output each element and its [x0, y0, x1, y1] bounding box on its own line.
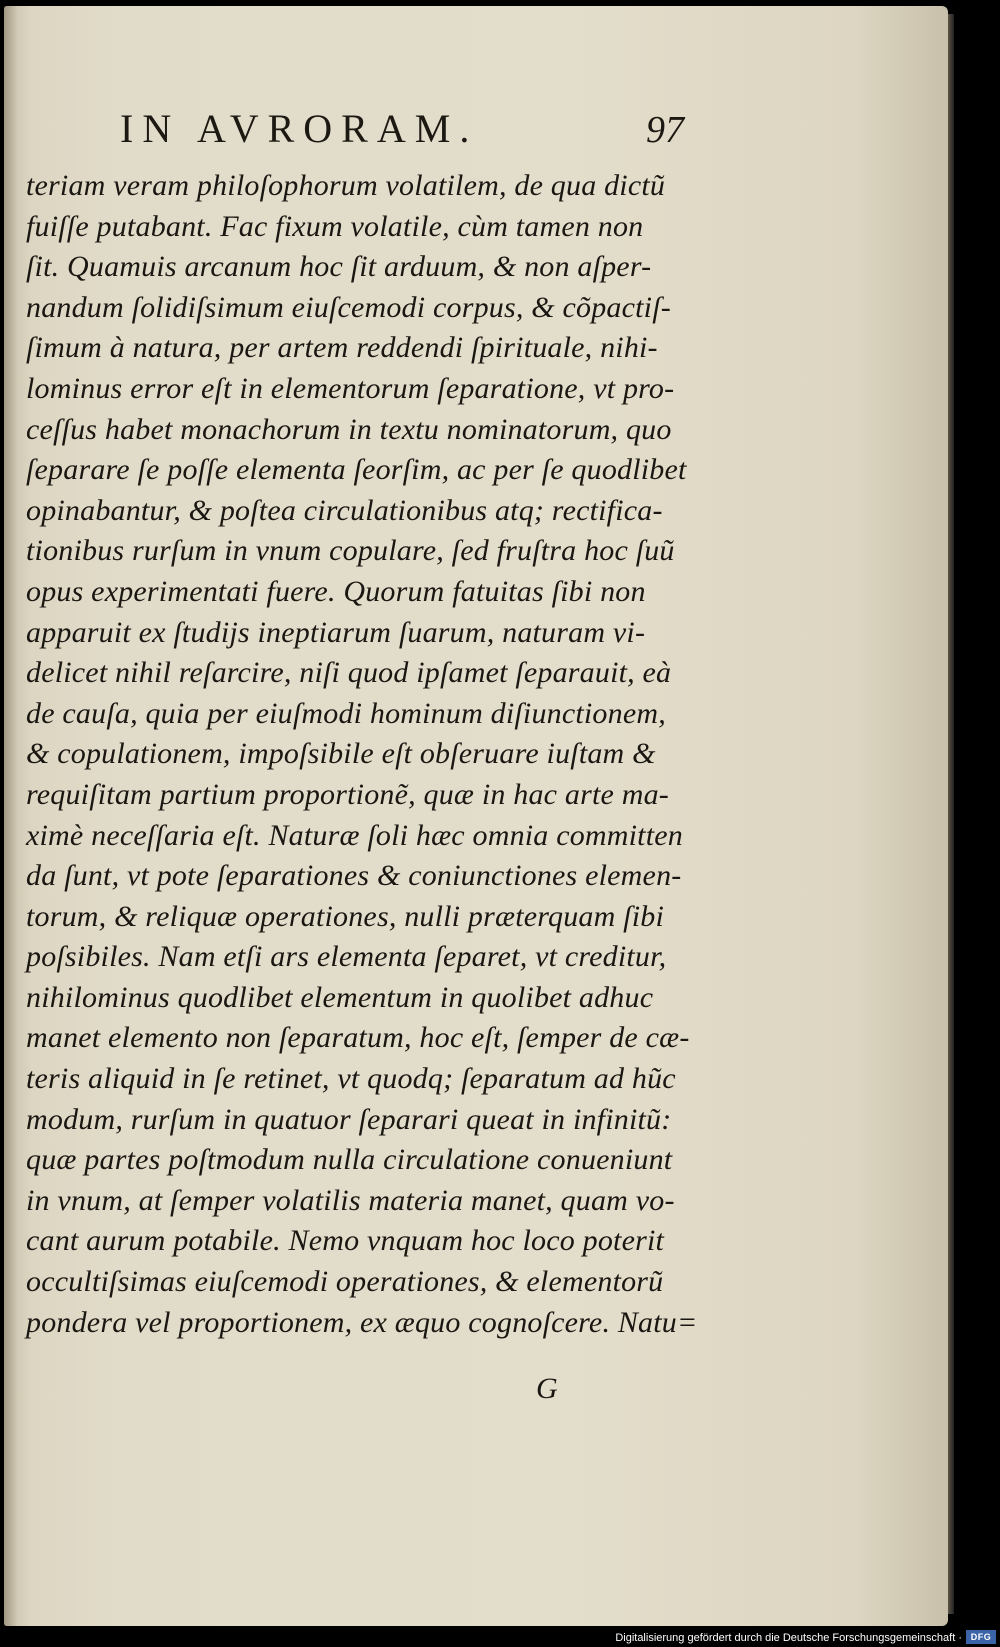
footer-bar — [0, 1626, 1000, 1647]
text-line: quæ partes poſtmodum nulla circulatione conueniunt — [26, 1143, 673, 1177]
text-line: in vnum, at ſemper volatilis materia manet, quam vo- — [26, 1183, 675, 1217]
text-line: lominus error eſt in elementorum ſeparatione, vt pro- — [26, 371, 675, 405]
text-line: occultiſsimas eiuſcemodi operationes, & elementorũ — [26, 1265, 664, 1299]
text-line: de cauſa, quia per eiuſmodi hominum diſiunctionem, — [26, 696, 666, 730]
text-line: & copulationem, impoſsibile eſt obſeruare iuſtam & — [26, 737, 656, 771]
text-line: apparuit ex ſtudijs ineptiarum ſuarum, naturam vi- — [26, 615, 646, 649]
text-line: opus experimentati fuere. Quorum fatuitas ſibi non — [26, 574, 646, 608]
text-line: da ſunt, vt pote ſeparationes & coniunctiones elemen- — [26, 859, 682, 893]
text-line: nandum ſolidiſsimum eiuſcemodi corpus, & cõpactiſ- — [26, 290, 671, 324]
text-line: ſit. Quamuis arcanum hoc ſit arduum, & non aſper- — [26, 250, 652, 284]
text-line: manet elemento non ſeparatum, hoc eſt, ſemper de cæ- — [26, 1021, 690, 1055]
text-line: pondera vel proportionem, ex æquo cognoſcere. Natu= — [26, 1305, 698, 1339]
text-line: fuiſſe putabant. Fac fixum volatile, cùm tamen non — [26, 209, 644, 243]
text-line: poſsibiles. Nam etſi ars elementa ſeparet, vt creditur, — [26, 940, 667, 974]
text-line: teris aliquid in ſe retinet, vt quodq; ſeparatum ad hũc — [26, 1062, 676, 1096]
footer-credit: Digitalisierung gefördert durch die Deutsche Forschungsgemeinschaft · — [615, 1632, 962, 1644]
signature-mark: G — [536, 1372, 558, 1405]
page-number: 97 — [646, 109, 684, 151]
text-line: ceſſus habet monachorum in textu nominatorum, quo — [26, 412, 672, 446]
dfg-logo-icon: DFG — [966, 1630, 996, 1644]
gutter-shadow — [4, 6, 18, 1626]
text-line: torum, & reliquæ operationes, nulli præterquam ſibi — [26, 899, 664, 933]
running-head: IN AVRORAM. — [120, 106, 479, 151]
text-line: tionibus rurſum in vnum copulare, ſed fruſtra hoc ſuũ — [26, 534, 675, 568]
text-line: nihilominus quodlibet elementum in quolibet adhuc — [26, 980, 654, 1014]
text-line: teriam veram philoſophorum volatilem, de qua dictũ — [26, 169, 666, 202]
text-line: opinabantur, & poſtea circulationibus atq; rectifica- — [26, 493, 663, 527]
text-line: ſimum à natura, per artem reddendi ſpirituale, nihi- — [26, 331, 658, 365]
text-line: requiſitam partium proportionẽ, quæ in hac arte ma- — [26, 777, 669, 811]
text-line: ſeparare ſe poſſe elementa ſeorſim, ac per ſe quodlibet — [26, 453, 687, 487]
text-line: delicet nihil reſarcire, niſi quod ipſamet ſeparauit, eà — [26, 656, 672, 690]
text-line: modum, rurſum in quatuor ſeparari queat in infinitũ: — [26, 1102, 672, 1136]
text-line: ximè neceſſaria eſt. Naturæ ſoli hæc omnia committen — [26, 818, 683, 852]
page-edge — [948, 14, 954, 1614]
text-line: cant aurum potabile. Nemo vnquam hoc loco poterit — [26, 1224, 665, 1258]
body-text — [26, 166, 726, 1343]
